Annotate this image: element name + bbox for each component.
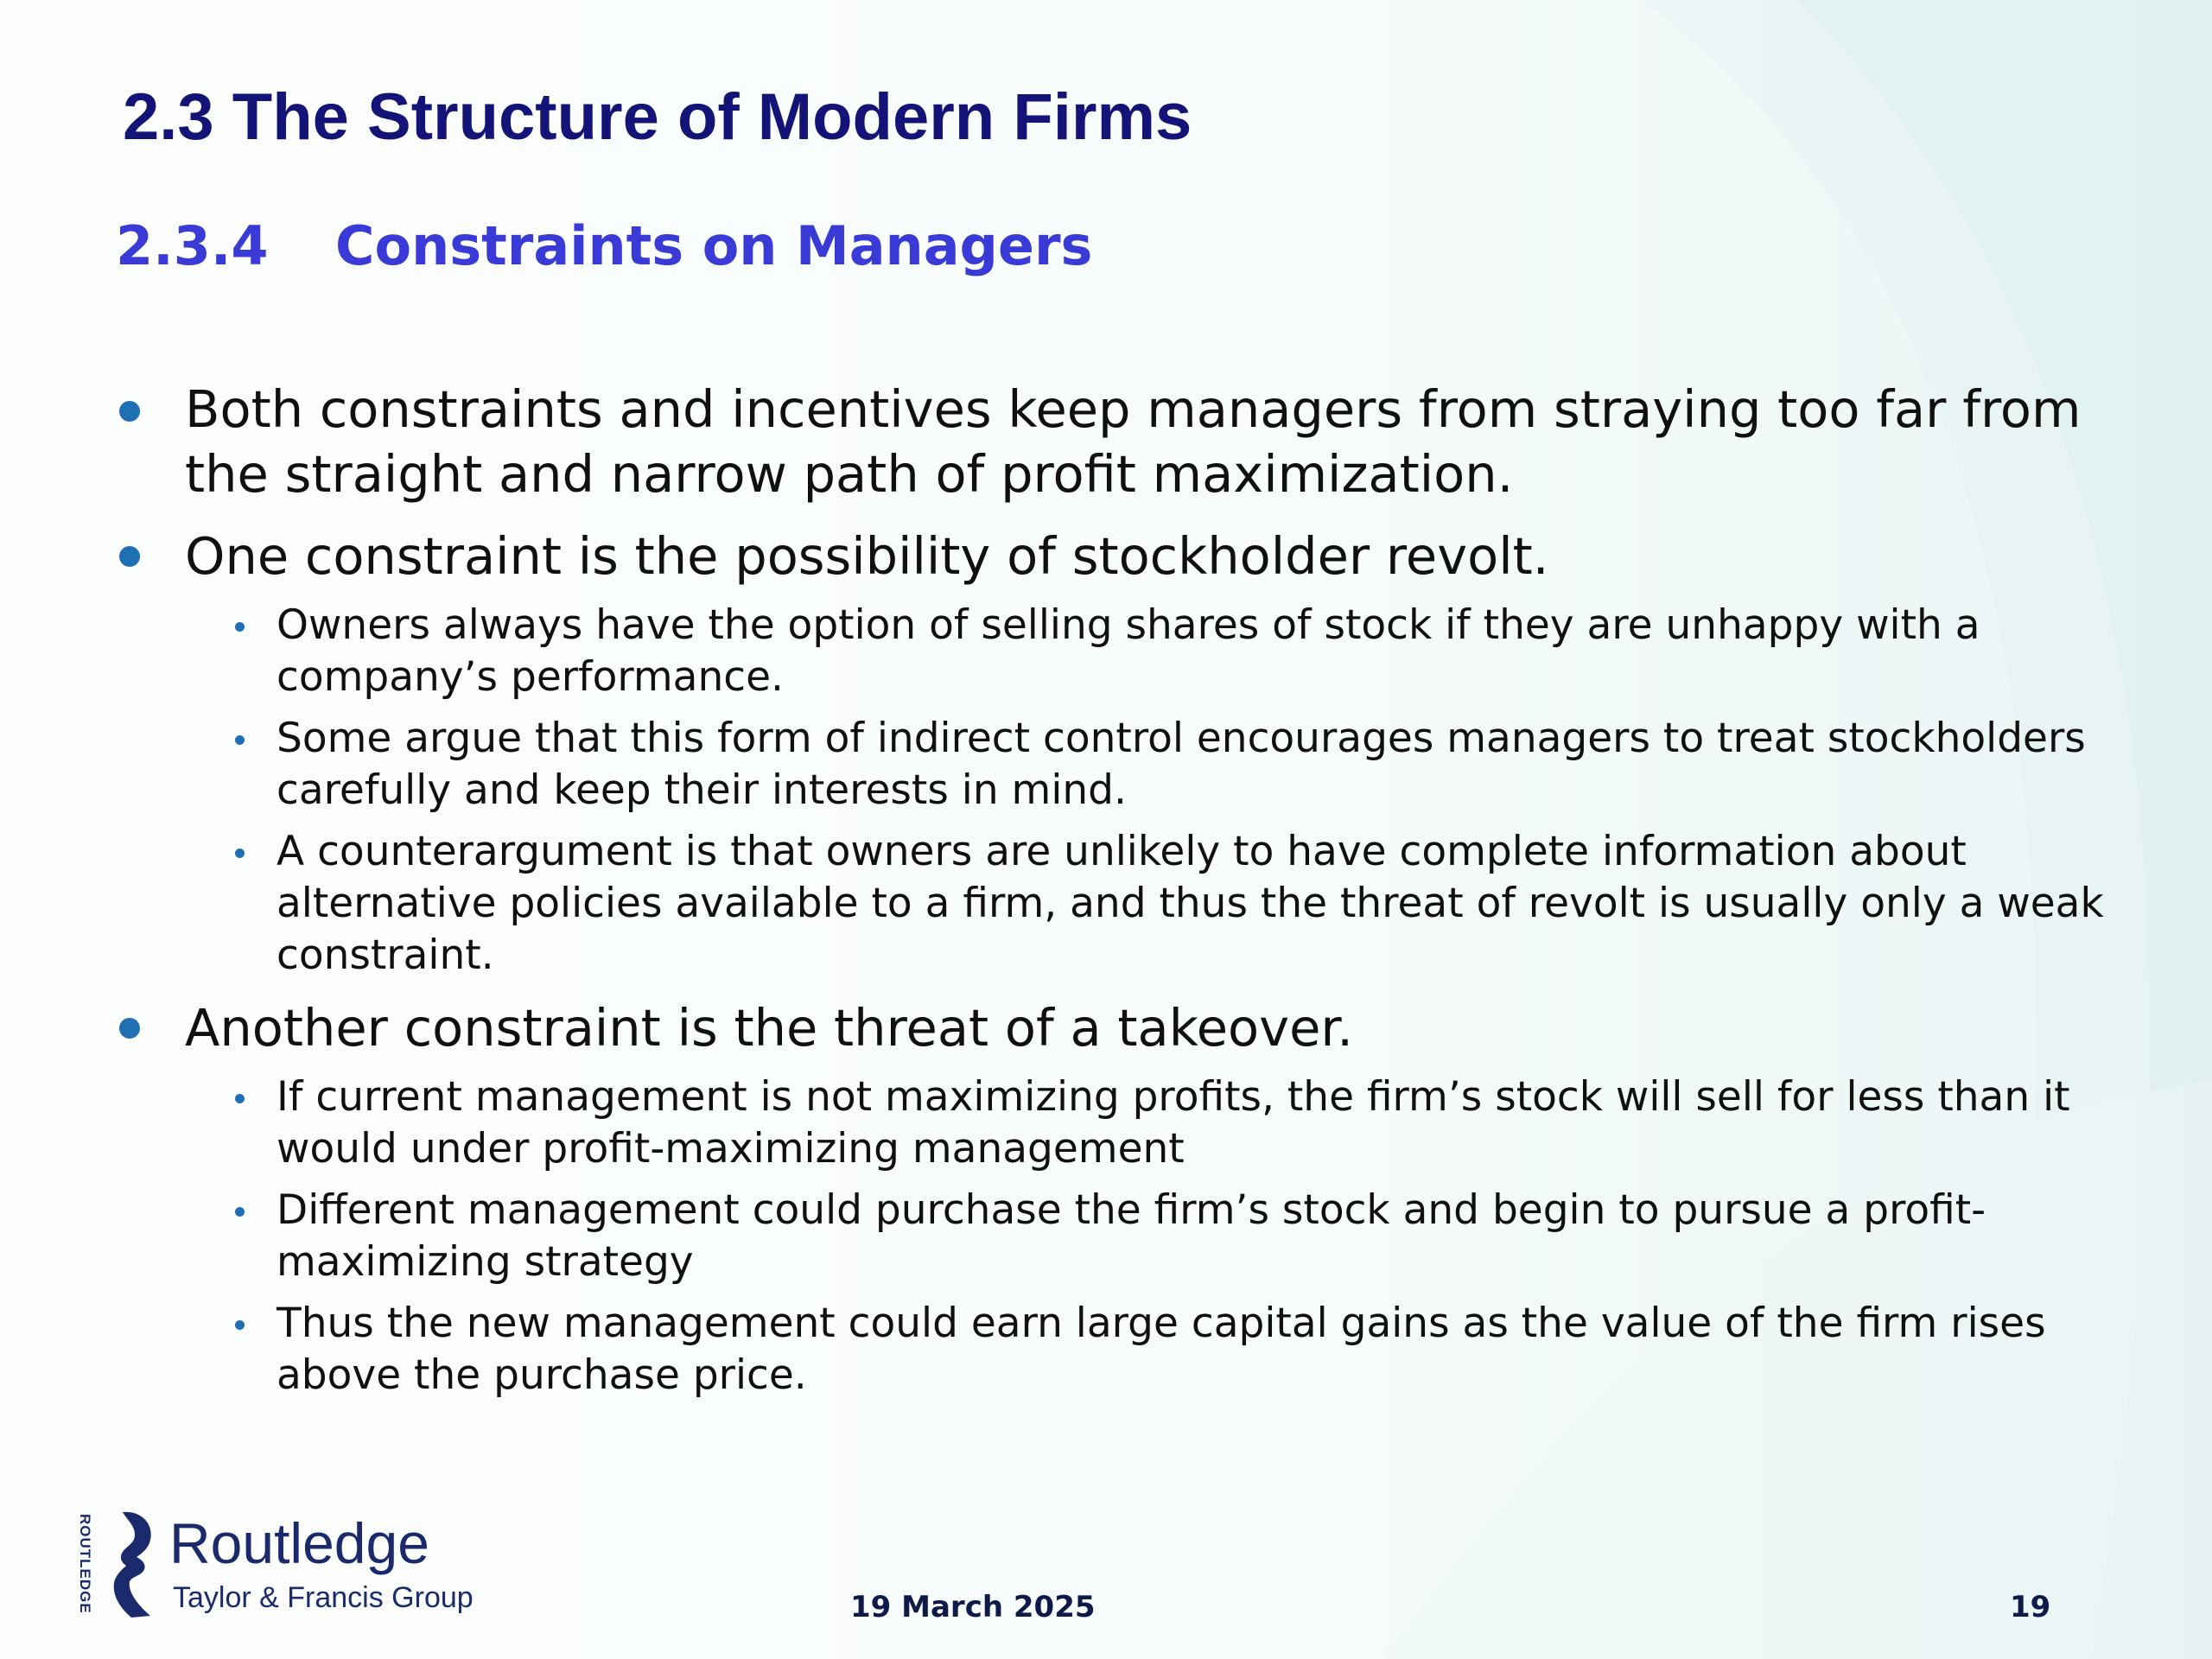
- slide-subtitle: [116, 214, 1092, 277]
- sub-bullet-icon: [235, 622, 245, 632]
- bullet-item: One constraint is the possibility of stockholder revolt.: [185, 526, 1549, 586]
- footer-date: 19 March 2025: [850, 1590, 1096, 1624]
- sub-bullet-icon: [235, 1207, 245, 1217]
- sub-bullet-item: Owners always have the option of selling shares of stock if they are unhappy with a company’s performance.: [276, 601, 1980, 701]
- page-number: 19: [2010, 1590, 2051, 1624]
- sub-bullet-item: If current management is not maximizing profits, the firm’s stock will sell for less than it would under profit-maximizing management: [276, 1073, 2070, 1173]
- sub-bullet-item: Thus the new management could earn large capital gains as the value of the firm rises above the purchase price.: [276, 1300, 2046, 1399]
- sub-bullet-item: Different management could purchase the firm’s stock and begin to pursue a profit-maximizing strategy: [276, 1186, 1986, 1286]
- routledge-head-logo-icon: [97, 1509, 159, 1621]
- bullet-icon: [119, 1018, 140, 1039]
- bullet-item: Both constraints and incentives keep managers from straying too far from the straight and narrow path of profit maximization.: [185, 379, 2082, 504]
- bullet-icon: [119, 401, 140, 422]
- sub-bullet-item: A counterargument is that owners are unlikely to have complete information about alternative policies available to a firm, and thus the threat of revolt is usually only a weak constraint.: [276, 828, 2104, 979]
- logo-vertical-wordmark: ROUTLEDGE: [77, 1514, 93, 1614]
- logo-name: Routledge: [169, 1511, 429, 1575]
- bullet-icon: [119, 546, 140, 567]
- sub-bullet-icon: [235, 1320, 245, 1330]
- bullet-item: Another constraint is the threat of a takeover.: [185, 998, 1353, 1058]
- sub-bullet-icon: [235, 735, 245, 745]
- slide-title: 2.3 The Structure of Modern Firms: [123, 80, 1192, 154]
- sub-bullet-icon: [235, 1094, 245, 1103]
- subtitle-text: Constraints on Managers: [335, 214, 1093, 277]
- sub-bullet-item: Some argue that this form of indirect control encourages managers to treat stockholders carefully and keep their interests in mind.: [276, 715, 2086, 814]
- sub-bullet-icon: [235, 849, 245, 858]
- logo-tagline: Taylor & Francis Group: [173, 1581, 474, 1614]
- subtitle-number: 2.3.4: [116, 214, 269, 277]
